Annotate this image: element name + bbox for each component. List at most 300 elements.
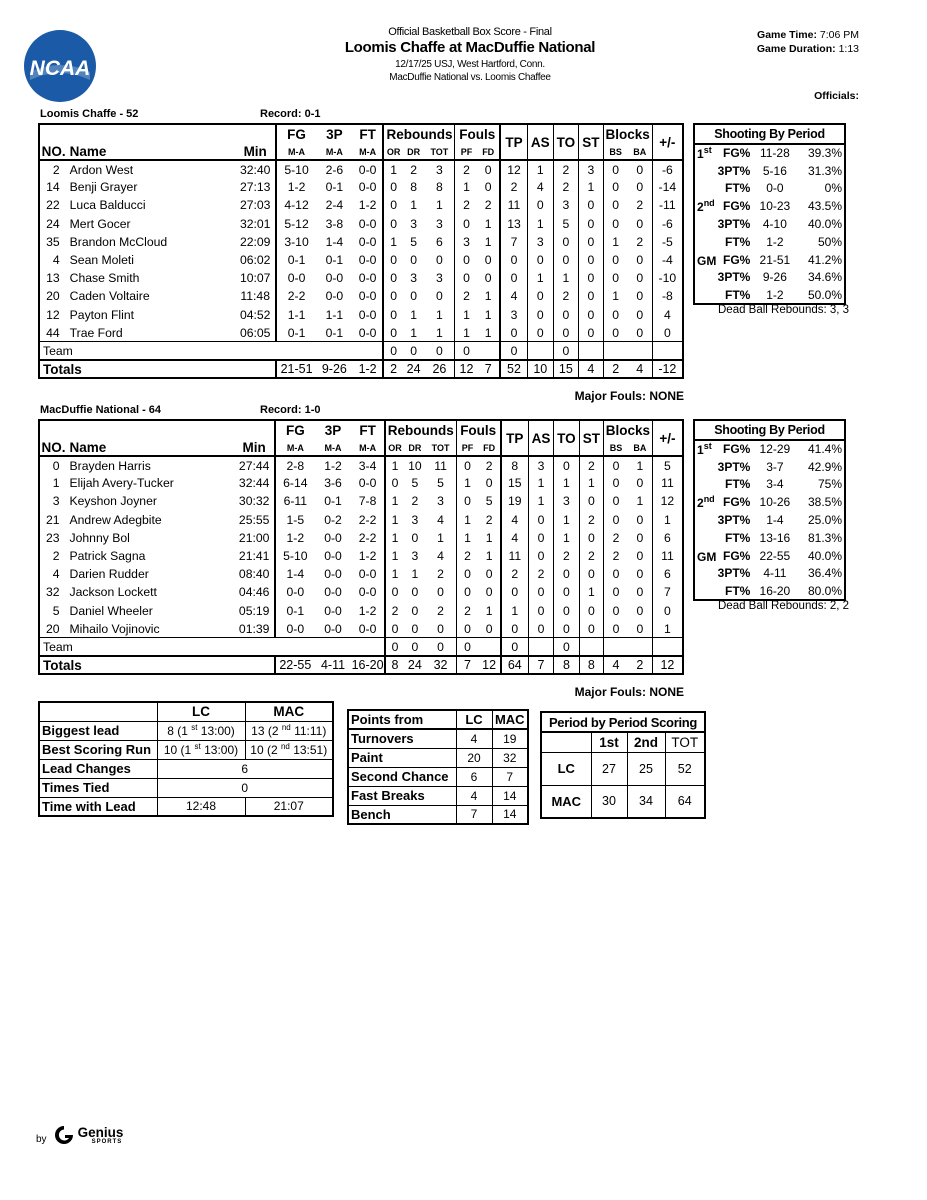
minutes: 11:48 [240,289,270,304]
major-fouls-value: NONE [649,389,684,403]
col-to: TO [554,420,579,456]
steals: 2 [579,547,603,565]
total-cell: 52 [500,360,528,378]
period-label [694,215,716,233]
jersey-number: 2 [52,549,60,564]
blocks: 0 [603,215,628,233]
shooting-title: Shooting By Period [694,420,845,440]
player-row [39,215,683,233]
genius-sports-logo [36,1124,123,1146]
col-bs: BS [604,440,628,456]
turnovers: 0 [553,251,579,269]
total-cell: 4 [628,360,653,378]
turnovers: 2 [554,547,579,565]
points: 19 [501,492,528,510]
fg: 5-10 [275,547,315,565]
col-2nd: 2nd [627,732,665,752]
blocks: 0 [603,160,628,178]
best-run-mac: 10 (2 $^{nd}$ 13:51) [245,740,333,759]
ft: 0-0 [358,180,377,195]
points: 13 [500,215,528,233]
points: 0 [501,620,528,638]
officials-label: Officials: [814,90,859,102]
team-abbr: MAC [541,785,591,818]
three-pt: 0-0 [325,271,344,286]
shooting-row [694,286,845,304]
points: 7 [500,233,528,251]
turnovers: 2 [553,287,579,305]
period-label: 1st [697,145,712,162]
period-label: 2nd [697,494,715,511]
col-tot: TOT [665,732,705,752]
fouls-drawn: 5 [485,494,493,509]
jersey-number: 23 [45,530,60,545]
period-score-row [541,785,705,818]
shooting-row [694,493,845,511]
made-attempted: 12-29 [759,442,791,457]
plus-minus: 5 [652,456,683,474]
tot-reb: 3 [436,162,443,177]
def-reb: 3 [410,271,417,286]
def-reb: 8 [410,180,417,195]
turnovers: 0 [554,456,579,474]
dead-ball-rebounds: Dead Ball Rebounds: 3, 3 [718,304,850,316]
minutes: 27:13 [239,180,271,195]
box-score-table [38,123,684,379]
shooting-row [694,565,845,583]
made-attempted: 0-0 [766,181,784,196]
empty-cell [652,342,683,360]
fouls: 2 [455,196,477,214]
def-reb: 5 [411,476,419,491]
blocked-against: 1 [636,458,644,473]
col-min [234,420,275,440]
steals: 0 [579,251,604,269]
empty-cell [528,638,553,656]
tot-reb: 8 [436,180,443,195]
game-duration-label: Game Duration: [756,43,836,55]
percentage: 43.5% [807,199,842,214]
player-row [39,251,683,269]
assists: 1 [528,160,554,178]
three-pt: 0-2 [324,512,342,527]
stat-label: FT% [725,530,751,545]
assists: 0 [528,251,554,269]
total-cell: 8 [385,656,404,674]
stat-label: 3PT% [717,163,751,178]
ft: 0-0 [358,476,377,491]
made-attempted: 5-16 [762,163,787,178]
stat-label: 3PT% [717,270,751,285]
tot-reb: 3 [437,494,444,509]
assists: 2 [528,565,553,583]
minutes: 06:05 [239,325,271,340]
jersey-number: 2 [52,162,60,177]
player-name: Chase Smith [69,271,140,286]
empty-cell [603,342,628,360]
col-or: OR [385,440,404,456]
fouls: 1 [456,511,478,529]
off-reb: 0 [383,269,402,287]
assists: 1 [528,474,553,492]
col-fg-ma: M-A [276,144,316,160]
blocks: 0 [603,196,628,214]
points-from-table [347,709,529,825]
three-pt: 0-1 [325,325,344,340]
fouls-drawn: 1 [484,289,492,304]
blocks: 0 [603,178,628,196]
percentage: 80.0% [807,583,842,598]
steals: 0 [579,602,603,620]
total-cell: 2 [628,656,652,674]
period-label [694,476,716,494]
col-rebounds: Rebounds [385,420,456,440]
period-label: 2nd [697,198,715,215]
col-tp: TP [500,124,528,160]
off-reb: 1 [385,529,404,547]
shooting-row [694,162,845,180]
col-fd: FD [477,144,499,160]
player-row [39,620,683,638]
minutes: 25:55 [238,512,270,527]
assists: 3 [528,456,553,474]
jersey-number: 20 [46,289,60,304]
total-cell: 2 [603,360,628,378]
blocked-against: 0 [636,549,644,564]
period-label: GM [697,253,717,268]
made-attempted: 1-4 [766,513,784,528]
fg: 1-5 [275,511,315,529]
player-row [39,287,683,305]
fouls-drawn: 1 [484,307,492,322]
fouls-drawn: 2 [484,198,492,213]
shooting-row [694,269,845,287]
empty-cell [477,342,499,360]
blocked-against: 0 [636,253,644,268]
fouls-drawn: 1 [484,325,492,340]
blocks: 0 [604,583,628,601]
col-dr: DR [404,440,425,456]
fouls-drawn: 0 [485,585,493,600]
jersey-number: 0 [52,458,60,473]
blocks: 0 [604,565,628,583]
totals-label: Totals [39,656,275,674]
percentage: 34.6% [807,270,842,285]
col-tot: TOT [426,440,457,456]
fouls: 0 [456,492,478,510]
player-name: Mihailo Vojinovic [69,621,160,636]
blocked-against: 2 [636,198,644,213]
plus-minus: 1 [652,511,683,529]
report-subtitle: Official Basketball Box Score - Final [388,26,552,38]
team-record: Record: 1-0 [260,404,321,416]
stat-label: FG% [723,199,751,214]
turnovers: 3 [553,196,579,214]
shooting-by-period-table [693,123,846,305]
fouls-drawn: 1 [485,603,493,618]
player-row [39,492,683,510]
col-min [235,124,276,144]
def-reb: 0 [410,289,417,304]
fouls-drawn: 1 [484,234,492,249]
three-pt: 3-6 [324,476,342,491]
off-reb: 1 [385,492,404,510]
def-reb: 10 [408,458,422,473]
steals: 3 [579,160,604,178]
shooting-row [694,251,845,269]
period-label [694,565,716,583]
period-label [694,269,716,287]
plus-minus: 7 [652,583,683,601]
minutes: 04:52 [239,307,271,322]
score-tot: 64 [665,785,705,818]
jersey-number: 4 [52,567,60,582]
points-mac: 14 [492,805,528,824]
steals: 2 [579,511,603,529]
blocks: 0 [604,511,628,529]
fouls: 1 [455,178,477,196]
ncaa-logo-text: NCAA [29,57,91,80]
blocks: 1 [603,233,628,251]
col-min-label: Min [235,144,276,160]
col-lc: LC [456,710,492,729]
box-score-table [38,419,684,675]
minutes: 32:01 [239,216,271,231]
fg: 0-0 [275,620,315,638]
period-label [694,162,716,180]
tot-reb: 0 [436,289,443,304]
col-pm: +/- [652,420,683,456]
total-cell: 24 [403,360,424,378]
assists: 0 [528,583,553,601]
total-cell: 16-20 [351,656,385,674]
percentage: 50% [817,234,842,249]
total-cell: 10 [528,360,554,378]
period-label: 1st [697,441,712,458]
player-name: Brayden Harris [69,458,151,473]
points: 4 [501,511,528,529]
turnovers: 0 [554,602,579,620]
tot-reb: 3 [436,271,443,286]
three-pt: 0-1 [325,253,344,268]
best-run-lc: 10 (1 $^{st}$ 13:00) [157,740,245,759]
jersey-number: 20 [45,621,60,636]
player-name: Daniel Wheeler [69,603,153,618]
fouls: 0 [455,251,477,269]
team-label: Team [39,342,383,360]
player-row [39,511,683,529]
col-fouls: Fouls [456,420,501,440]
total-cell: 8 [579,656,603,674]
off-reb: 1 [383,233,402,251]
blocked-against: 0 [636,567,644,582]
off-reb: 0 [383,251,402,269]
points-lc: 20 [456,748,492,767]
points: 0 [501,583,528,601]
points-mac: 19 [492,729,528,748]
assists: 0 [528,547,553,565]
minutes: 06:02 [239,253,271,268]
fouls-drawn: 1 [484,216,492,231]
fouls: 0 [456,583,478,601]
time-with-lead-label: Time with Lead [39,797,157,816]
ft: 3-4 [358,458,377,473]
blocks: 0 [604,456,628,474]
steals: 0 [579,620,603,638]
points: 4 [500,287,528,305]
totals-label: Totals [39,360,276,378]
points: 0 [500,269,528,287]
blocked-against: 0 [636,162,644,177]
def-reb: 0 [410,253,417,268]
fouls-drawn: 0 [484,162,492,177]
col-name [70,420,235,440]
three-pt: 0-0 [324,549,342,564]
fouls-drawn: 0 [485,567,493,582]
minutes: 30:32 [238,494,270,509]
shooting-row [694,476,845,494]
empty-cell [628,342,653,360]
player-name: Keyshon Joyner [69,494,157,509]
points: 8 [501,456,528,474]
blocks: 0 [603,269,628,287]
tot-reb: 1 [436,325,443,340]
times-tied-label: Times Tied [39,778,157,797]
made-attempted: 10-23 [759,199,791,214]
player-row [39,547,683,565]
steals: 0 [579,233,604,251]
score-2nd: 25 [627,752,665,785]
tot-reb: 11 [434,458,447,473]
team-or: 0 [383,342,402,360]
blocks: 2 [604,547,628,565]
player-row [39,196,683,214]
player-name: Payton Flint [69,307,135,322]
fouls: 0 [456,456,478,474]
turnovers: 1 [554,529,579,547]
ft: 0-0 [358,585,377,600]
player-name: Luca Balducci [69,198,146,213]
genius-g-icon [53,1124,75,1146]
team-to: 0 [554,638,579,656]
col-pf: PF [456,440,478,456]
assists: 0 [528,620,553,638]
major-fouls [575,685,684,699]
period-label [694,233,716,251]
col-3p-ma: M-A [315,440,352,456]
shooting-row [694,440,845,458]
blocked-against: 1 [636,494,644,509]
steals: 0 [579,269,604,287]
assists: 0 [528,602,553,620]
major-fouls-label: Major Fouls: [574,685,646,699]
ft: 0-0 [358,307,377,322]
tot-reb: 4 [437,512,444,527]
shooting-row [694,529,845,547]
jersey-number: 24 [46,216,60,231]
total-cell: 4 [579,360,604,378]
total-cell: 26 [424,360,455,378]
period-label: GM [697,549,717,564]
fouls: 2 [456,547,478,565]
score-1st: 30 [591,785,627,818]
col-no [39,420,70,440]
team-label: Team [39,638,385,656]
ft: 2-2 [358,530,377,545]
tot-reb: 1 [436,307,443,322]
jersey-number: 32 [45,585,60,600]
stat-label: FG% [723,495,751,510]
empty-cell [652,638,683,656]
team-dr: 0 [403,342,424,360]
three-pt: 0-0 [324,567,342,582]
total-cell: 12 [478,656,500,674]
lead-changes-label: Lead Changes [39,759,157,778]
percentage: 0% [824,181,842,196]
stat-label: FG% [723,548,751,563]
fg: 4-12 [276,196,316,214]
plus-minus: -6 [652,160,683,178]
assists: 0 [528,529,553,547]
def-reb: 0 [411,621,419,636]
steals: 0 [579,287,604,305]
three-pt: 1-1 [325,307,344,322]
ft: 0-0 [358,271,377,286]
points: 15 [501,474,528,492]
dead-ball-rebounds: Dead Ball Rebounds: 2, 2 [718,600,850,612]
made-attempted: 11-28 [759,146,790,161]
total-cell: 22-55 [275,656,315,674]
col-st: ST [579,420,603,456]
steals: 1 [579,474,603,492]
fouls-drawn: 0 [484,253,492,268]
player-row [39,178,683,196]
fouls-drawn: 0 [485,621,493,636]
empty-cell [579,638,603,656]
blocked-against: 0 [636,621,644,636]
player-name: Mert Gocer [69,216,131,231]
fg: 0-0 [276,269,316,287]
best-run-label: Best Scoring Run [39,740,157,759]
steals: 0 [579,529,603,547]
player-row [39,160,683,178]
off-reb: 1 [385,547,404,565]
tot-reb: 4 [437,549,444,564]
three-pt: 2-6 [325,162,344,177]
col-pm: +/- [652,124,683,160]
player-row [39,474,683,492]
plus-minus: 0 [652,602,683,620]
made-attempted: 1-2 [766,234,784,249]
fg: 2-2 [276,287,316,305]
three-pt: 3-8 [325,216,344,231]
assists: 0 [528,324,554,342]
blocks: 0 [604,492,628,510]
shooting-row [694,547,845,565]
assists: 0 [528,306,554,324]
shooting-row [694,511,845,529]
three-pt: 0-0 [324,603,342,618]
total-cell: 8 [554,656,579,674]
ft: 0-0 [358,621,377,636]
blocked-against: 0 [636,325,644,340]
percentage: 41.2% [807,252,842,267]
points-category: Fast Breaks [348,786,456,805]
points-mac: 14 [492,786,528,805]
tot-reb: 1 [437,530,444,545]
fouls-drawn: 0 [485,476,493,491]
points: 11 [501,547,528,565]
